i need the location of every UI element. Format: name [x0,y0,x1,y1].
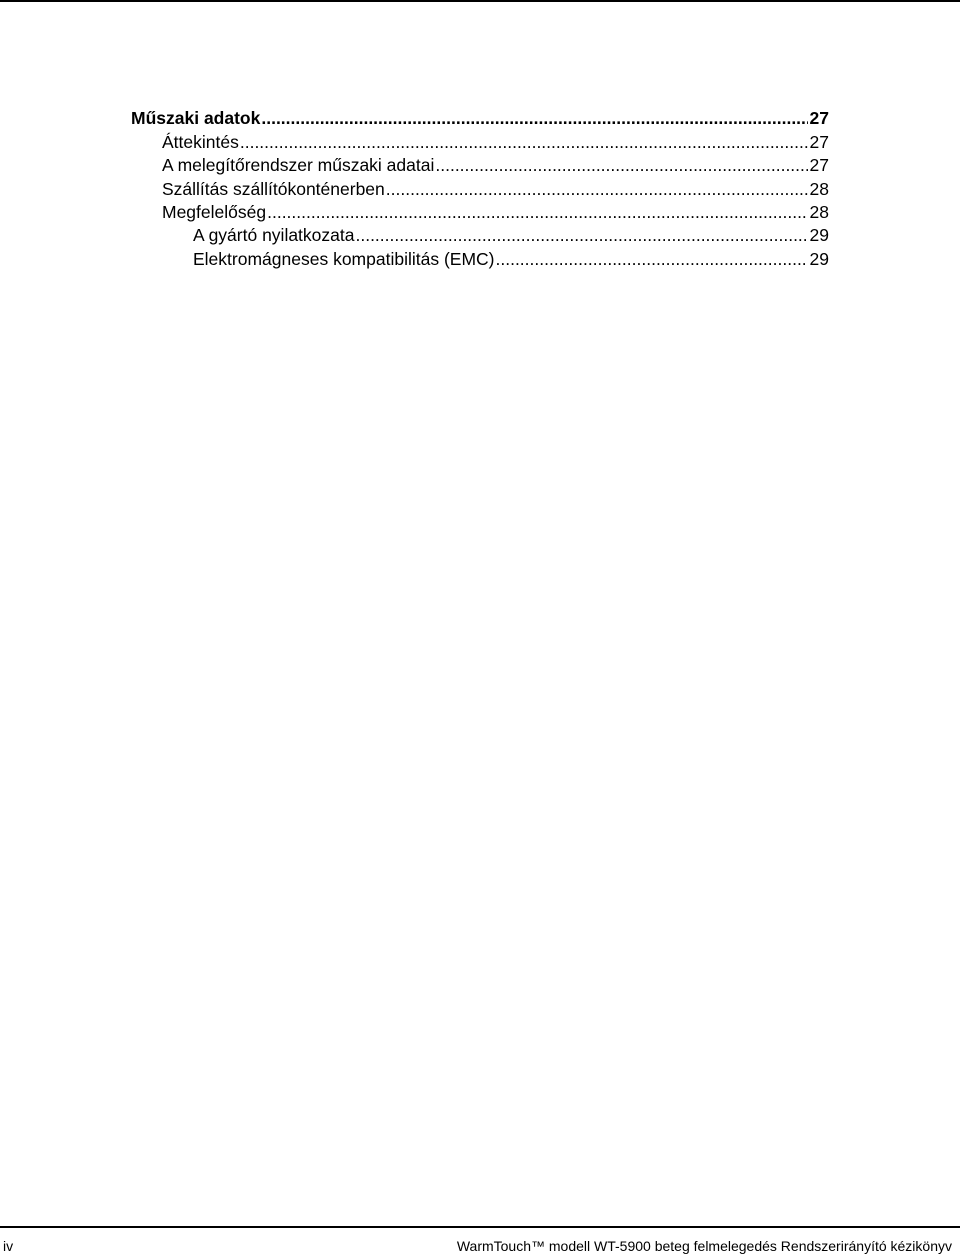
toc-dot-leader [435,153,807,177]
toc-entry-title: Műszaki adatok [131,108,261,128]
toc-entry-title: Szállítás szállítókonténerben [162,179,385,199]
toc-dot-leader [261,106,807,130]
toc-entry-page: 27 [809,108,829,128]
toc-entry-attekintes[interactable] [162,130,829,154]
toc-dot-leader [240,130,808,154]
footer-page-number: iv [3,1238,14,1254]
toc-dot-leader [386,177,808,201]
toc-entry-melegitorendszer[interactable] [162,153,829,177]
toc-dot-leader [267,200,807,224]
toc-entry-page: 29 [809,249,829,269]
toc-entry-page: 27 [809,155,829,175]
toc-entry-title: Megfelelőség [162,202,267,222]
toc-entry-title: Elektromágneses kompatibilitás (EMC) [193,249,495,269]
toc-entry-page: 29 [809,225,829,245]
toc-entry-gyarto-nyilatkozata[interactable] [193,223,829,247]
toc-entry-title: A melegítőrendszer műszaki adatai [162,155,435,175]
toc-entry-title: A gyártó nyilatkozata [193,225,355,245]
footer-rule [0,1226,960,1228]
toc-entry-megfeleloseg[interactable] [162,200,829,224]
toc-entry-szallitas[interactable] [162,177,829,201]
toc-dot-leader [355,223,807,247]
toc-entry-muszaki-adatok[interactable] [131,106,829,130]
toc-entry-emc[interactable] [193,247,829,271]
toc-entry-page: 28 [809,202,829,222]
footer-document-title: WarmTouch™ modell WT-5900 beteg felmelegedés Rendszerirányító kézikönyv [456,1238,952,1254]
toc-entry-page: 27 [809,132,829,152]
toc-entry-title: Áttekintés [162,132,239,152]
toc-dot-leader [496,247,808,271]
toc-entry-page: 28 [809,179,829,199]
header-rule [0,0,960,2]
